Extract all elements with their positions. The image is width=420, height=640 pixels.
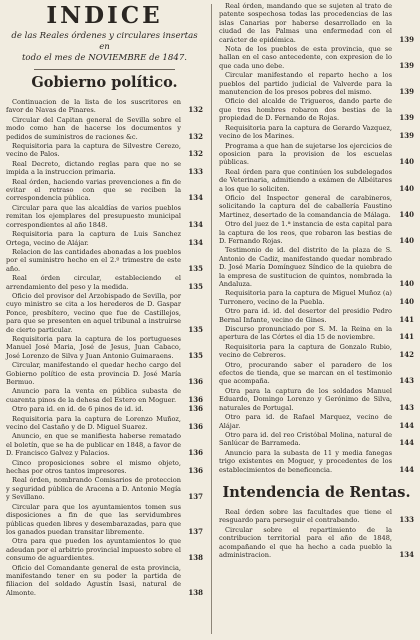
entry-page-number: 139 <box>399 60 414 70</box>
entry-text: Requisitoria para la captura de los portugueses Manuel José Maria, José de Jesus, Juan Cabaco, José Lorenzo de Silva y Juan Antonio Guimaraens. <box>6 334 181 360</box>
entry-page-number: 140 <box>399 279 414 288</box>
index-title: INDICE <box>46 2 163 29</box>
entry-text: Circular manifestando el reparto hecho a los pueblos del partido judicial de Valverde para la manutencion de los presos pobres del mismo. <box>219 71 392 97</box>
entry-text: Continuacion de la lista de los suscritores en favor de Navas de Pinares. <box>6 98 181 115</box>
entry-text: Real órden sobre las facultades que tiene el resguardo para perseguir el contrabando. <box>219 507 392 525</box>
entry-text: Discurso pronunciado por S. M. la Reina en la apertura de las Córtes el dia 15 de noviembre. <box>219 325 392 342</box>
index-entry <box>6 387 203 404</box>
entry-page-number: 138 <box>188 553 203 563</box>
entry-list-rentas <box>219 508 414 559</box>
index-entry <box>219 124 414 141</box>
index-entry <box>6 415 203 432</box>
index-entry <box>219 449 414 474</box>
index-entry <box>6 537 203 562</box>
entry-page-number: 135 <box>188 263 203 273</box>
entry-page-number: 144 <box>399 438 414 448</box>
entry-text: Oficio del alcalde de Trigueros, dando parte de que tres hombres robaron dos bestias de la propiedad de D. Fernando de Rojas. <box>219 97 392 123</box>
entry-page-number: 139 <box>399 34 414 44</box>
entry-page-number: 132 <box>188 131 203 141</box>
index-entry <box>219 343 414 360</box>
entry-page-number: 141 <box>399 332 414 342</box>
index-entry <box>6 361 203 386</box>
index-entry <box>219 413 414 430</box>
entry-page-number: 132 <box>188 149 203 159</box>
index-entry <box>6 98 203 115</box>
entry-text: Otra para la captura de los soldados Manuel Eduardo, Domingo Lorenzo y Gerónimo de Silva, naturales de Portugal. <box>219 386 392 412</box>
section-heading-gobierno: Gobierno político. <box>31 74 178 91</box>
entry-text: Requisitoria para la captura de Gerardo Vazquez, vecino de los Marines. <box>219 123 392 141</box>
entry-page-number: 136 <box>188 448 203 458</box>
index-entry <box>219 168 414 193</box>
entry-text: Requisitoria para la captura de Silvestre Cerezo, vecino de Palos. <box>6 142 181 159</box>
entry-text: Requisitoria para la captura de Lorenzo Muñoz, vecino del Castaño y de D. Miguel Suarez. <box>6 414 181 432</box>
index-entry <box>219 361 414 386</box>
index-entry <box>6 459 203 476</box>
entry-text: Otro del juez de 1.ª instancia de esta capital para la captura de los reos, que robaron las bestias de D. Fernando Rojas. <box>219 220 392 245</box>
entry-text: Programa a que han de sujetarse los ejercicios de oposicion para la provision de los escuelas públicas. <box>219 141 392 167</box>
entry-text: Otro para id. en id. de 6 pinos de id. id. <box>12 405 144 414</box>
index-entry <box>6 230 203 247</box>
right-column <box>219 2 414 560</box>
entry-text: Circular para que los ayuntamientos tomen sus disposiciones a fin de que las servidumbres públicas queden libres y desembarazadas, para que los ganados puedan transitar libremente. <box>6 502 181 536</box>
index-entry <box>6 274 203 291</box>
entry-page-number: 140 <box>399 157 414 167</box>
entry-list-gobierno <box>6 98 203 597</box>
subtitle-line-2: todo el mes de NOVIEMBRE de 1847. <box>21 53 188 63</box>
entry-text: Otro para id. id. del desertor del presidio Pedro Bernal Infante, vecino de Gines. <box>219 307 392 324</box>
entry-page-number: 139 <box>399 87 414 97</box>
entry-page-number: 134 <box>188 237 203 247</box>
index-entry <box>219 97 414 122</box>
index-entry <box>219 71 414 96</box>
index-entry <box>6 116 203 141</box>
entry-page-number: 135 <box>188 324 203 334</box>
entry-page-number: 140 <box>399 183 414 193</box>
entry-page-number: 139 <box>399 113 414 123</box>
entry-page-number: 135 <box>188 281 203 291</box>
index-entry <box>6 564 203 598</box>
entry-list-gobierno-continued <box>219 2 414 474</box>
entry-page-number: 136 <box>188 404 203 414</box>
entry-text: Real órden, mandando que se sujeten al trato de patente sospechosa todas las procedencias de las islas Canarias por haberse desarrollado en la ciudad de las Palmas una enfermedad con el carácter de epidémica. <box>219 2 392 44</box>
index-entry <box>219 142 414 167</box>
entry-text: Testimonio de id. del distrito de la plaza de S. Antonio de Cadiz, manifestando quedar nombrado D. José María Domínguez Síndico de la quiebra de la empresa de sustitucion de quintos, nombrada la Andaluza. <box>219 246 392 288</box>
section-heading-rentas: Intendencia de Rentas. <box>222 483 411 501</box>
index-entry <box>219 289 414 306</box>
entry-page-number: 133 <box>399 515 414 525</box>
index-entry <box>6 476 203 501</box>
entry-text: Circular del Capitan general de Sevilla sobre el modo como han de hacerse los documentos y pedidos de suministros de raciones &c. <box>6 115 181 141</box>
entry-text: Anuncio para la venta en pública subasta de cuarenta pinos de la dehesa del Estero en Moguer. <box>6 387 181 404</box>
heading-rule <box>34 69 175 70</box>
index-entry <box>219 307 414 324</box>
index-entry <box>219 431 414 448</box>
entry-page-number: 140 <box>399 235 414 245</box>
entry-page-number: 137 <box>188 526 203 536</box>
entry-page-number: 134 <box>188 193 203 203</box>
entry-text: Requisitoria para la captura de Luis Sanchez Ortega, vecino de Alájar. <box>6 230 181 247</box>
entry-text: Relacion de las cantidades abonadas a los pueblos por el suministro hecho en el 2.º trimestre de este año. <box>6 247 181 273</box>
entry-page-number: 137 <box>188 492 203 502</box>
index-entry <box>6 432 203 457</box>
entry-text: Cinco proposiciones sobre el mismo objeto, hechas por otros tantos impresores. <box>6 458 181 476</box>
entry-page-number: 134 <box>188 219 203 229</box>
column-divider <box>211 4 212 634</box>
entry-page-number: 144 <box>399 420 414 430</box>
entry-text: Circular sobre el repartimiento de la contribucion territorial para el año de 1848, acompañando el que ha hecho a cada pueblo la administracion. <box>219 525 392 559</box>
index-entry <box>219 2 414 44</box>
entry-page-number: 140 <box>399 296 414 306</box>
index-entry <box>6 248 203 273</box>
entry-page-number: 142 <box>399 350 414 360</box>
entry-text: Circular, manifestando el quedar hecho cargo del Gobierno político de esta provincia D. José María Bermuo. <box>6 361 181 386</box>
entry-page-number: 138 <box>188 587 203 597</box>
entry-text: Otro para id. del reo Cristóbal Molina, natural de Sanlúcar de Barrameda. <box>219 430 392 448</box>
entry-text: Nota de los pueblos de esta provincia, que se hallan en el caso antecedente, con expresion de lo que cada uno debe. <box>219 45 392 70</box>
entry-text: Oficio del Comandante general de esta provincia, manifestando tener en su poder la partida de filiacion del soldado Agustín Isasi, natural de Almonte. <box>6 563 181 597</box>
left-column <box>6 0 203 598</box>
entry-page-number: 144 <box>399 464 414 474</box>
index-entry <box>6 292 203 334</box>
index-entry <box>219 194 414 219</box>
entry-text: Circular para que las alcaldías de varios pueblos remitan los ejemplares del presupuesto municipal correspondientes al año 1848. <box>6 203 181 229</box>
entry-text: Real órden para que continúen los subdelegados de Veterinaria, admitiendo a exámen de Albéitares a los que lo soliciten. <box>219 167 392 193</box>
index-entry <box>6 160 203 177</box>
entry-page-number: 141 <box>399 314 414 324</box>
index-entry <box>219 325 414 342</box>
entry-page-number: 134 <box>399 549 414 559</box>
index-entry <box>219 220 414 245</box>
entry-page-number: 136 <box>188 394 203 404</box>
index-entry <box>219 526 414 560</box>
entry-page-number: 140 <box>399 209 414 219</box>
entry-text: Real Decreto, dictando reglas para que no se impida a la instruccion primaria. <box>6 159 181 177</box>
entry-text: Requisitoria para la captura de Gonzalo Rubio, vecino de Cebreros. <box>219 342 392 360</box>
entry-text: Otro para id. de Rafael Marquez, vecino de Alájar. <box>219 413 392 430</box>
entry-page-number: 143 <box>399 376 414 386</box>
index-entry <box>219 387 414 412</box>
entry-page-number: 136 <box>188 466 203 476</box>
index-entry <box>6 503 203 537</box>
entry-page-number: 136 <box>188 422 203 432</box>
entry-page-number: 132 <box>188 105 203 115</box>
index-entry <box>6 405 203 413</box>
entry-text: Requisitoria para la captura de Miguel Muñoz (a) Turronero, vecino de la Puebla. <box>219 289 392 306</box>
entry-page-number: 143 <box>399 402 414 412</box>
entry-text: Real órden, nombrando Comisarios de proteccion y seguridad pública de Aracena a D. Antonio Megía y Sevillano. <box>6 476 181 502</box>
index-entry <box>6 142 203 159</box>
entry-page-number: 139 <box>399 131 414 141</box>
entry-page-number: 136 <box>188 377 203 386</box>
index-entry <box>219 508 414 525</box>
index-entry <box>6 178 203 203</box>
entry-text: Oficio del provisor del Arzobispado de Sevilla, por cuyo ministro se cita a los herederos de D. Gaspar Ponce, presbítero, vecino que fue de Castillejos, para que se presenten en aquel tribunal a instruirse de cierto particular. <box>6 291 181 334</box>
entry-text: Otra para que pueden los ayuntamientos lo que adeudan por el arbitrio provincial impuesto sobre el consumo de aguardientes. <box>6 537 181 563</box>
entry-text: Oficio del Inspector general de carabineros, solicitando la captura del de caballería Faustino Martinez, desertado de la comandancia de Málaga. <box>219 193 392 219</box>
entry-page-number: 135 <box>188 350 203 360</box>
entry-text: Real órden circular, estableciendo el arrendamiento del peso y la medida. <box>6 274 181 291</box>
entry-text: Anuncio para la subasta de 11 y media fanegas trigo existentes en Moguer, y procedentes de los establecimientos de beneficencia. <box>219 448 392 474</box>
index-entry <box>219 45 414 70</box>
subtitle-line-1: de las Reales órdenes y circulares insertas en <box>11 31 198 52</box>
index-entry <box>219 246 414 288</box>
index-entry <box>6 335 203 360</box>
entry-text: Otro, procurando saber el paradero de los efectos de tienda, que se marcan en el testimonio que acompaña. <box>219 360 392 386</box>
index-entry <box>6 204 203 229</box>
entry-text: Real órden, haciendo varias prevenciones a fin de evitar el retraso con que se reciben la correspondencia pública. <box>6 177 181 203</box>
entry-text: Anuncio, en que se manifiesta haberse rematado el boletín, que se ha de publicar en 1848, a favor de D. Francisco Galvez y Palacios. <box>6 432 181 458</box>
entry-page-number: 133 <box>188 167 203 177</box>
